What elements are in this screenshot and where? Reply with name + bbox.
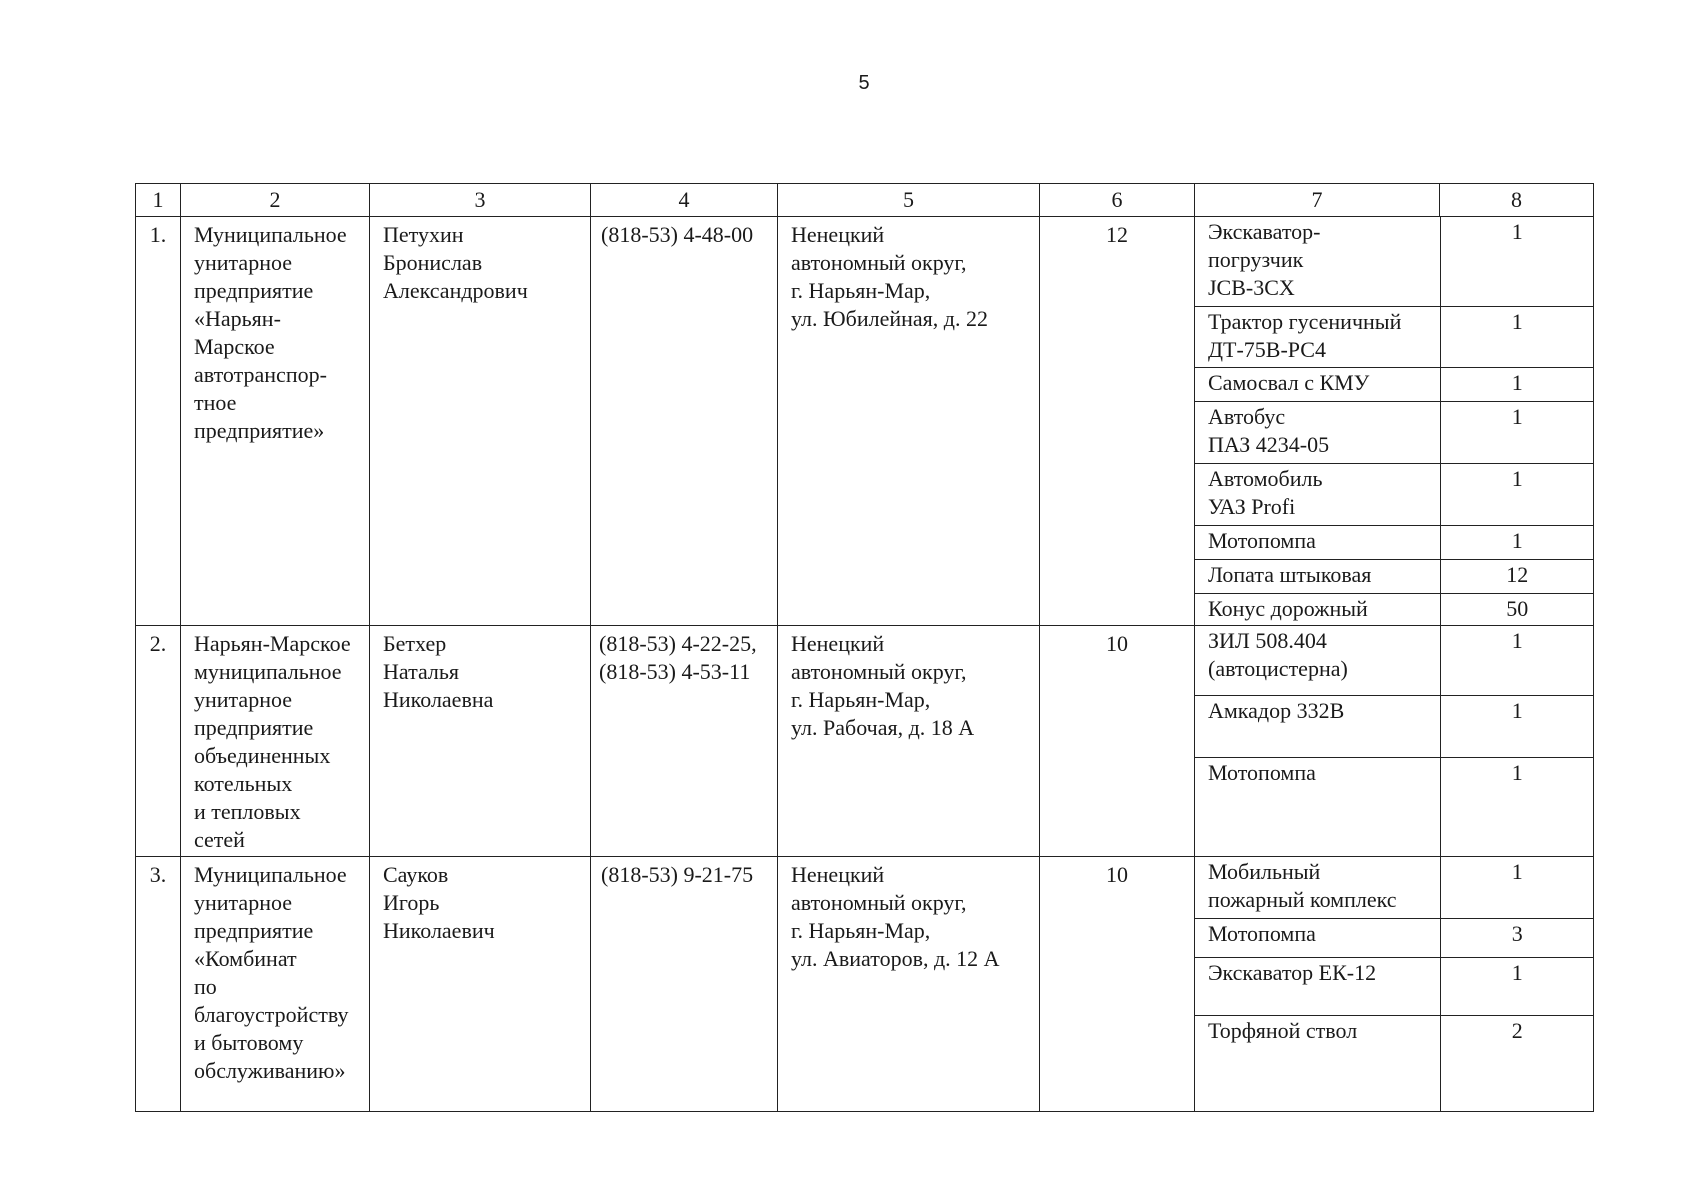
equipment-name [1195, 626, 1440, 695]
text-line: по [194, 974, 217, 999]
equipment-quantity: 1 [1440, 306, 1594, 367]
equipment-quantity: 2 [1511, 1017, 1523, 1043]
equipment-item [1195, 217, 1594, 306]
equipment-name [1195, 1015, 1440, 1111]
equipment-list [1195, 857, 1594, 1112]
text-line: сетей [194, 827, 245, 852]
equipment-item [1195, 367, 1594, 401]
text-line: ДТ-75В-РС4 [1208, 336, 1326, 362]
text-line: Муниципальное [194, 222, 347, 247]
text-line: Автомобиль [1208, 465, 1323, 491]
equipment-quantity: 1 [1440, 957, 1594, 1015]
staff-count: 10 [1040, 857, 1195, 1112]
equipment-name [1195, 857, 1440, 918]
phone-numbers [591, 217, 778, 626]
text-line: Трактор гусеничный [1208, 308, 1402, 334]
text-line: обслуживанию» [194, 1058, 346, 1083]
equipment-item [1195, 559, 1594, 593]
text-line: Ненецкий [791, 631, 885, 656]
text-line: Петухин [383, 222, 464, 247]
equipment-name [1195, 217, 1440, 306]
table-row [136, 626, 1594, 857]
text-line: и тепловых [194, 799, 301, 824]
text-line: благоустройству [194, 1002, 349, 1027]
equipment-quantity: 1 [1440, 626, 1594, 695]
equipment-name [1195, 559, 1440, 593]
text-line: ул. Юбилейная, д. 22 [791, 306, 988, 331]
equipment-name [1195, 401, 1440, 463]
text-line: УАЗ Profi [1208, 493, 1296, 519]
column-number-row [136, 184, 1594, 217]
equipment-list [1195, 217, 1594, 626]
equipment-item [1195, 401, 1594, 463]
equipment-name [1195, 757, 1440, 856]
equipment-name [1195, 306, 1440, 367]
text-line: JCB-3CX [1208, 275, 1295, 300]
row-number: 2. [136, 626, 181, 857]
table-row [136, 217, 1594, 626]
text-line: Экскаватор ЕК-12 [1208, 959, 1377, 985]
text-line: котельных [194, 771, 293, 796]
address [778, 626, 1040, 857]
column-number: 3 [370, 184, 591, 217]
text-line: и бытовому [194, 1030, 304, 1055]
phone-numbers [591, 626, 778, 857]
equipment-item [1195, 593, 1594, 625]
text-line: Сауков [383, 862, 449, 887]
text-line: Мобильный [1208, 859, 1321, 884]
equipment-item [1195, 463, 1594, 525]
equipment-quantity: 1 [1440, 367, 1594, 401]
text-line: Экскаватор- [1208, 219, 1321, 244]
phone-numbers [591, 857, 778, 1112]
equipment-quantity: 1 [1440, 525, 1594, 559]
text-line: предприятие [194, 715, 314, 740]
text-line: Игорь [383, 890, 440, 915]
text-line: тное [194, 390, 237, 415]
text-line: Александрович [383, 278, 528, 303]
table-row [136, 857, 1594, 1112]
text-line: автономный округ, [791, 659, 967, 684]
column-number: 2 [181, 184, 370, 217]
equipment-quantity: 50 [1506, 595, 1529, 621]
equipment-name [1195, 463, 1440, 525]
text-line: Конус дорожный [1208, 595, 1368, 621]
text-line: Бронислав [383, 250, 483, 275]
organization-name [181, 626, 370, 857]
text-line: Ненецкий [791, 222, 885, 247]
text-line: Торфяной ствол [1208, 1017, 1358, 1043]
text-line: погрузчик [1208, 247, 1304, 272]
text-line: (818-53) 4-53-11 [599, 659, 751, 684]
equipment-quantity: 1 [1511, 759, 1523, 785]
equipment-quantity: 1 [1440, 857, 1594, 918]
text-line: Марское [194, 334, 275, 359]
text-line: (818-53) 9-21-75 [601, 862, 754, 887]
text-line: г. Нарьян-Мар, [791, 687, 931, 712]
organizations-table [135, 183, 1594, 1112]
text-line: Николаевна [383, 687, 494, 712]
column-number: 5 [778, 184, 1040, 217]
equipment-item [1195, 525, 1594, 559]
text-line: г. Нарьян-Мар, [791, 278, 931, 303]
column-number: 1 [136, 184, 181, 217]
text-line: ПАЗ 4234-05 [1208, 431, 1330, 457]
text-line: (818-53) 4-48-00 [601, 222, 754, 247]
text-line: автономный округ, [791, 890, 967, 915]
equipment-item [1195, 757, 1594, 856]
address [778, 217, 1040, 626]
text-line: (818-53) 4-22-25, [599, 631, 757, 656]
text-line: предприятие [194, 918, 314, 943]
address [778, 857, 1040, 1112]
text-line: унитарное [194, 687, 293, 712]
text-line: унитарное [194, 250, 293, 275]
staff-count: 10 [1040, 626, 1195, 857]
equipment-name [1195, 918, 1440, 957]
text-line: ЗИЛ 508.404 [1208, 628, 1327, 653]
equipment-item [1195, 306, 1594, 367]
text-line: «Комбинат [194, 946, 297, 971]
text-line: (автоцистерна) [1208, 656, 1348, 681]
text-line: автотранспор- [194, 362, 327, 387]
text-line: Амкадор 332В [1208, 697, 1345, 723]
equipment-item [1195, 626, 1594, 695]
text-line: Николаевич [383, 918, 495, 943]
text-line: Ненецкий [791, 862, 885, 887]
text-line: Наталья [383, 659, 460, 684]
column-number: 8 [1440, 184, 1594, 217]
equipment-name [1195, 957, 1440, 1015]
row-number: 3. [136, 857, 181, 1112]
organization-name [181, 217, 370, 626]
text-line: Нарьян-Марское [194, 631, 351, 656]
equipment-name [1195, 525, 1440, 559]
head-name [370, 626, 591, 857]
text-line: объединенных [194, 743, 331, 768]
equipment-name [1195, 593, 1440, 625]
equipment-quantity: 1 [1440, 217, 1594, 306]
equipment-name [1195, 695, 1440, 757]
equipment-item [1195, 695, 1594, 757]
text-line: г. Нарьян-Мар, [791, 918, 931, 943]
page-number: 5 [858, 72, 870, 94]
equipment-item [1195, 957, 1594, 1015]
head-name [370, 217, 591, 626]
column-number: 4 [591, 184, 778, 217]
equipment-quantity: 1 [1440, 463, 1594, 525]
equipment-quantity: 3 [1440, 918, 1594, 957]
organization-name [181, 857, 370, 1112]
equipment-item [1195, 857, 1594, 918]
text-line: автономный округ, [791, 250, 967, 275]
equipment-quantity: 1 [1440, 401, 1594, 463]
text-line: предприятие [194, 278, 314, 303]
text-line: пожарный комплекс [1208, 887, 1397, 912]
text-line: ул. Рабочая, д. 18 А [791, 715, 975, 740]
column-number: 6 [1040, 184, 1195, 217]
equipment-item [1195, 918, 1594, 957]
text-line: Мотопомпа [1208, 527, 1316, 553]
equipment-name [1195, 367, 1440, 401]
text-line: Самосвал с КМУ [1208, 369, 1370, 395]
text-line: Мотопомпа [1208, 759, 1316, 785]
row-number: 1. [136, 217, 181, 626]
staff-count: 12 [1040, 217, 1195, 626]
equipment-list [1195, 626, 1594, 857]
text-line: Автобус [1208, 403, 1286, 429]
text-line: Мотопомпа [1208, 920, 1316, 946]
text-line: муниципальное [194, 659, 342, 684]
equipment-quantity: 12 [1440, 559, 1594, 593]
text-line: Лопата штыковая [1208, 561, 1372, 587]
column-number: 7 [1195, 184, 1440, 217]
equipment-item [1195, 1015, 1594, 1111]
head-name [370, 857, 591, 1112]
text-line: предприятие» [194, 418, 325, 443]
text-line: ул. Авиаторов, д. 12 А [791, 946, 1000, 971]
text-line: «Нарьян- [194, 306, 281, 331]
text-line: унитарное [194, 890, 293, 915]
equipment-quantity: 1 [1440, 695, 1594, 757]
text-line: Муниципальное [194, 862, 347, 887]
text-line: Бетхер [383, 631, 447, 656]
